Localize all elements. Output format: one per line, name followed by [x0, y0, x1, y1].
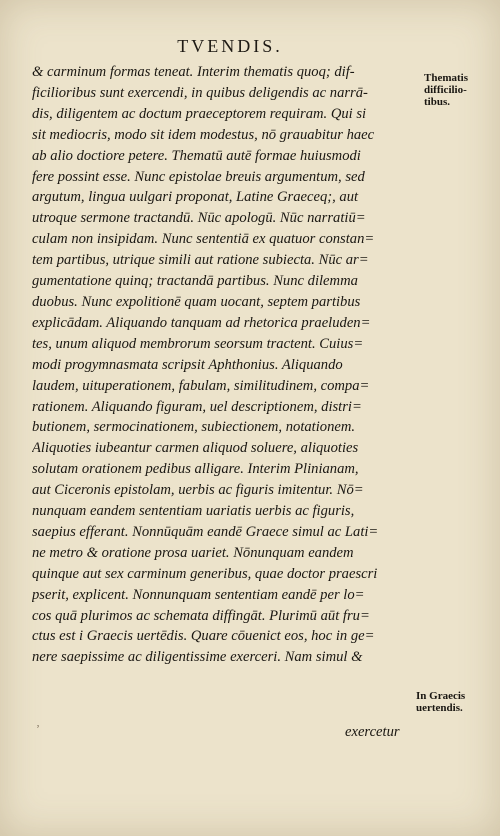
marginal-note: Thematis difficilio- tibus.: [424, 72, 468, 108]
text-line: utroque sermone tractandū. Nūc apologū. Nūc narratiū=: [32, 210, 366, 227]
text-line: nunquam eandem sententiam uariatis uerbis ac figuris,: [32, 503, 355, 520]
text-line: pserit, explicent. Nonnunquam sententiam eandē per lo=: [32, 586, 365, 603]
text-line: solutam orationem pedibus alligare. Interim Plinianam,: [32, 461, 359, 478]
text-line: gumentatione quinq; tractandā partibus. Nunc dilemma: [32, 273, 358, 290]
text-line: & carminum formas teneat. Interim thematis quoq; dif-: [32, 64, 355, 80]
text-line: ab alio doctiore petere. Thematū autē formae huiusmodi: [32, 147, 361, 164]
text-line: nere saepissime ac diligentissime exerceri. Nam simul &: [32, 649, 363, 666]
text-line: argutum, lingua uulgari proponat, Latine Graeceq;, aut: [32, 189, 359, 206]
ink-smudge-icon: ʼ: [36, 722, 40, 736]
text-line: modi progymnasmata scripsit Aphthonius. Aliquando: [32, 356, 343, 373]
text-line: ctus est i Graecis uertēdis. Quare cōuenict eos, hoc in ge=: [32, 628, 375, 645]
text-line: butionem, sermocinationem, subiectionem, notationem.: [32, 419, 356, 436]
text-line: ne metro & oratione prosa uariet. Nōnunquam eandem: [32, 544, 354, 561]
text-line: tem partibus, utrique simili aut ratione subiecta. Nūc ar=: [32, 252, 369, 269]
text-line: culam non insipidam. Nunc sententiā ex quatuor constan=: [32, 231, 375, 248]
text-line: rationem. Aliquando figuram, uel descriptionem, distri=: [32, 398, 362, 415]
text-line: aut Ciceronis epistolam, uerbis ac figuris imitentur. Nō=: [32, 482, 364, 499]
text-line: sit mediocris, modo sit idem modestus, nō grauabitur haec: [32, 126, 375, 143]
text-line: quinque aut sex carminum generibus, quae doctor praescri: [32, 565, 378, 582]
text-line: laudem, uituperationem, fabulam, similitudinem, compa=: [32, 377, 370, 394]
text-line: duobus. Nunc expolitionē quam uocant, septem partibus: [32, 293, 361, 310]
text-line: tes, unum aliquod membrorum seorsum tractent. Cuius=: [32, 335, 364, 352]
text-line: cos quā plurimos ac schemata diffingāt. Plurimū aūt fru=: [32, 607, 370, 624]
text-line: dis, diligentem ac doctum praeceptorem requiram. Qui si: [32, 105, 367, 122]
text-line: explicādam. Aliquando tanquam ad rhetorica praeluden=: [32, 314, 371, 331]
marginal-note: In Graecis uertendis.: [416, 690, 466, 714]
body-text: [32, 62, 420, 668]
text-line: ficilioribus sunt exercendi, in quibus deligendis ac narrā-: [32, 84, 368, 101]
text-line: Aliquoties iubeantur carmen aliquod soluere, aliquoties: [32, 440, 359, 457]
text-line: saepius efferant. Nonnūquām eandē Graece simul ac Lati=: [32, 523, 379, 540]
running-head: TVENDIS.: [177, 36, 283, 56]
text-line: fere possint esse. Nunc epistolae breuis argumentum, sed: [32, 168, 365, 185]
catchword: exercetur: [345, 724, 400, 740]
